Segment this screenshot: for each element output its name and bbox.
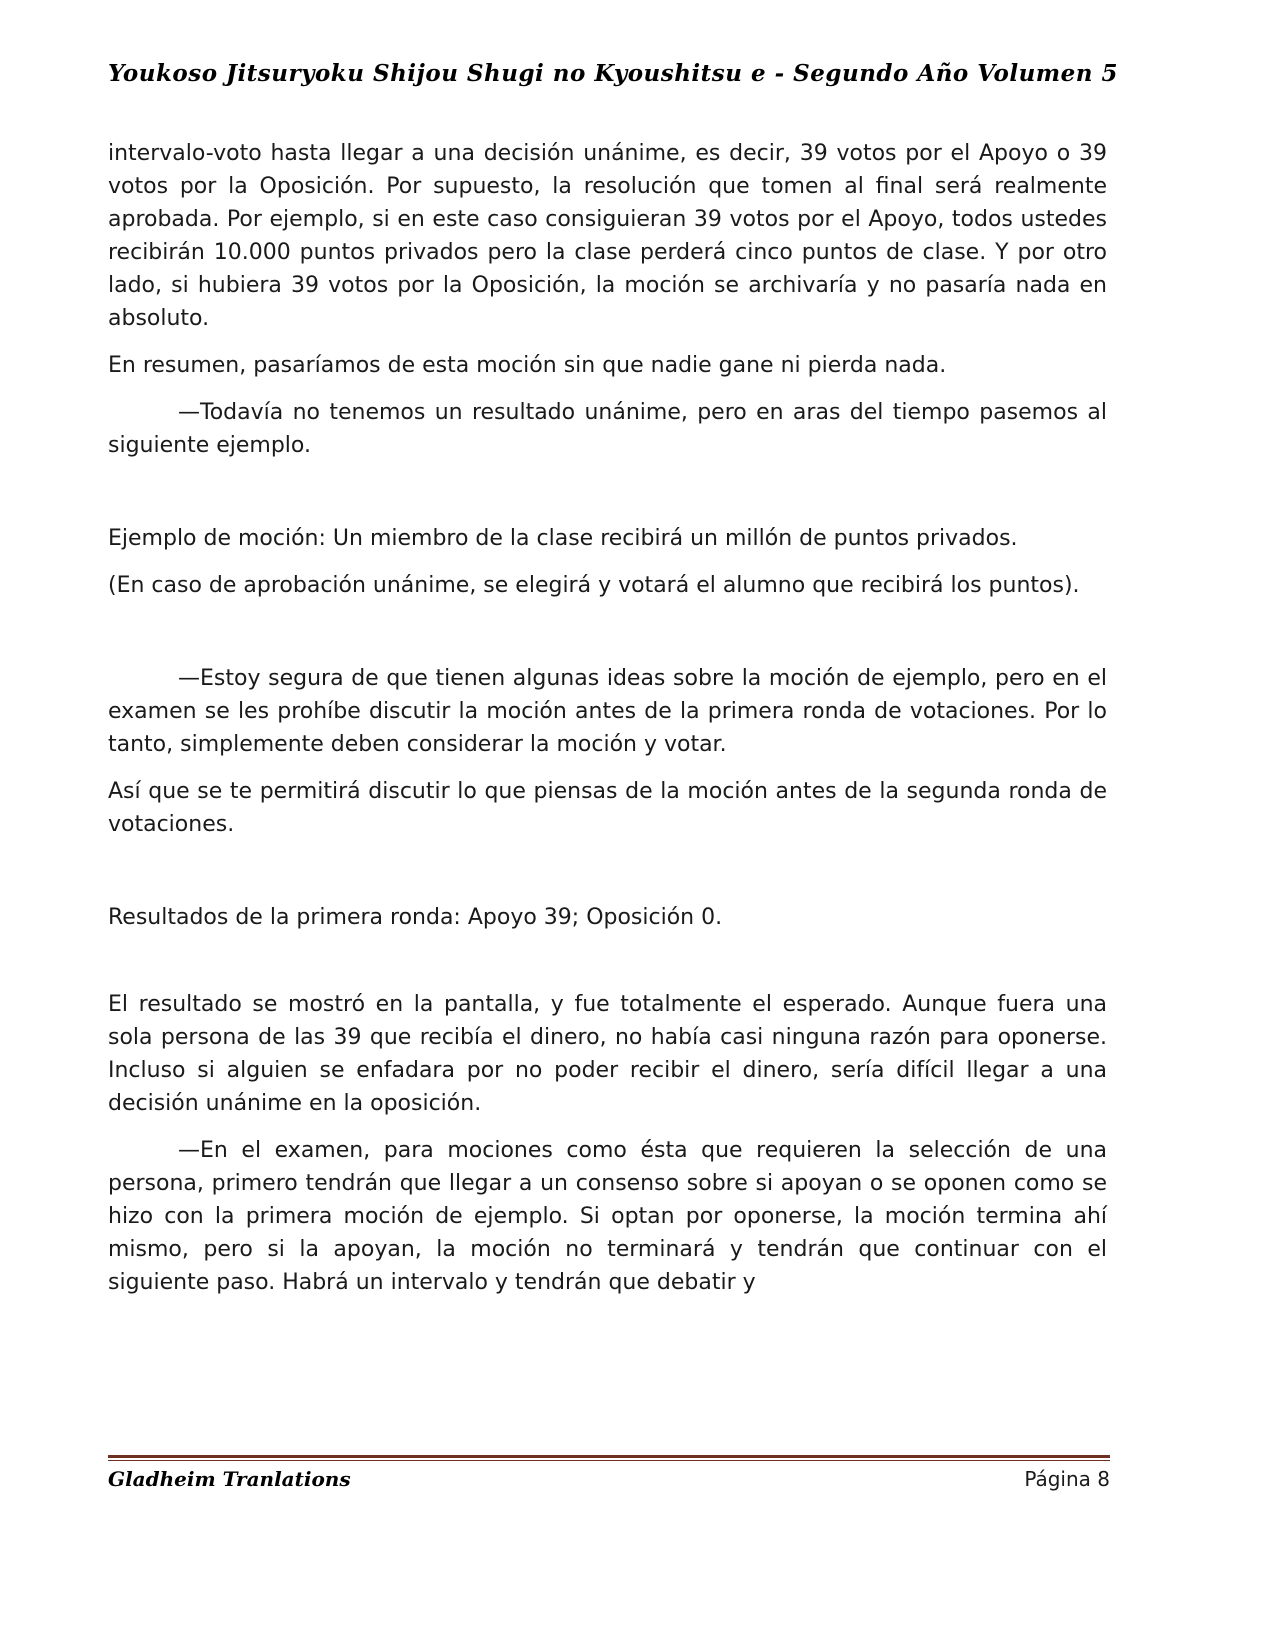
page-header xyxy=(0,0,1275,87)
paragraph: —En el examen, para mociones como ésta que requieren la selección de una persona, primero tendrán que llegar a un consenso sobre si apoyan o se oponen como se hizo con la primera moción de ejemplo. Si optan por oponerse, la moción termina ahí mismo, pero si la apoyan, la moción no terminará y tendrán que continuar con el siguiente paso. Habrá un intervalo y tendrán que debatir y xyxy=(108,1138,1107,1295)
document-body xyxy=(0,87,1275,1299)
page-header-title: Youkoso Jitsuryoku Shijou Shugi no Kyoushitsu e - Segundo Año Volumen 5 xyxy=(108,60,1119,87)
paragraph: Así que se te permitirá discutir lo que piensas de la moción antes de la segunda ronda de votaciones. xyxy=(108,779,1107,837)
paragraph: En resumen, pasaríamos de esta moción sin que nadie gane ni pierda nada. xyxy=(108,353,947,378)
page-footer xyxy=(108,1455,1110,1491)
paragraph: Ejemplo de moción: Un miembro de la clase recibirá un millón de puntos privados. xyxy=(108,526,1018,551)
paragraph: El resultado se mostró en la pantalla, y fue totalmente el esperado. Aunque fuera una sola persona de las 39 que recibía el dinero, no había casi ninguna razón para oponerse. Incluso si alguien se enfadara por no poder recibir el dinero, sería difícil llegar a una decisión unánime en la oposición. xyxy=(108,992,1107,1116)
blank-line xyxy=(108,948,1107,988)
footer-page-number: Página 8 xyxy=(1024,1467,1110,1491)
paragraph: —Todavía no tenemos un resultado unánime, pero en aras del tiempo pasemos al siguiente ejemplo. xyxy=(108,400,1107,458)
blank-line xyxy=(108,855,1107,901)
blank-line xyxy=(108,476,1107,522)
paragraph: Resultados de la primera ronda: Apoyo 39; Oposición 0. xyxy=(108,905,723,930)
footer-divider xyxy=(108,1455,1110,1461)
paragraph: (En caso de aprobación unánime, se elegirá y votará el alumno que recibirá los puntos). xyxy=(108,573,1080,598)
blank-line xyxy=(108,616,1107,662)
footer-translator-credit: Gladheim Tranlations xyxy=(108,1467,351,1491)
paragraph: intervalo-voto hasta llegar a una decisión unánime, es decir, 39 votos por el Apoyo o 39 votos por la Oposición. Por supuesto, la resolución que tomen al final será realmente aprobada. Por ejemplo, si en este caso consiguieran 39 votos por el Apoyo, todos ustedes recibirán 10.000 puntos privados pero la clase perderá cinco puntos de clase. Y por otro lado, si hubiera 39 votos por la Oposición, la moción se archivaría y no pasaría nada en absoluto. xyxy=(108,141,1107,331)
paragraph: —Estoy segura de que tienen algunas ideas sobre la moción de ejemplo, pero en el examen se les prohíbe discutir la moción antes de la primera ronda de votaciones. Por lo tanto, simplemente deben considerar la moción y votar. xyxy=(108,666,1107,757)
